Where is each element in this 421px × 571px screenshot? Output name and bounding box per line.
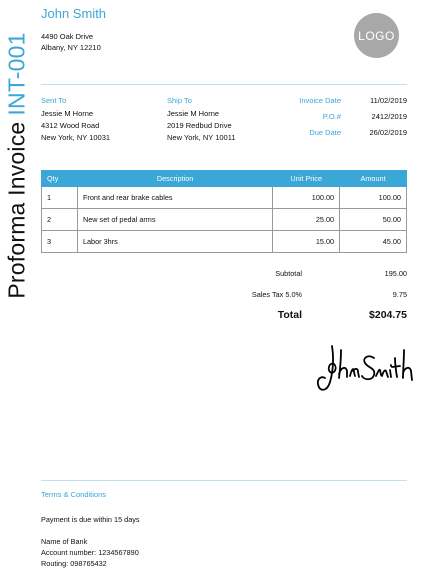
- total-label: Total: [277, 309, 302, 321]
- table-row: [42, 187, 407, 209]
- terms-bank-name: Name of Bank: [41, 537, 88, 546]
- invoice-date-value: 11/02/2019: [370, 96, 407, 105]
- table-row: [42, 209, 407, 231]
- row-description: New set of pedal arms: [77, 209, 272, 231]
- sender-name: John Smith: [41, 6, 107, 21]
- line-items-table: [41, 170, 407, 253]
- terms-account-number: Account number: 1234567890: [41, 548, 139, 557]
- ship-to-city: New York, NY 10011: [167, 133, 236, 142]
- ship-to-name: Jessie M Horne: [167, 109, 220, 118]
- sales-tax-value: 9.75: [392, 290, 407, 299]
- ship-to-street: 2019 Redbud Drive: [167, 121, 232, 130]
- logo-placeholder: [354, 13, 399, 58]
- column-header-description: Description: [77, 171, 272, 187]
- terms-divider: [41, 480, 407, 481]
- row-amount: 100.00: [340, 187, 407, 209]
- po-value: 2412/2019: [371, 112, 407, 121]
- sales-tax-label: Sales Tax 5.0%: [251, 290, 302, 299]
- column-header-unit-price: Unit Price: [273, 171, 340, 187]
- sender-address-line1: 4490 Oak Drive: [41, 32, 94, 41]
- due-date-label: Due Date: [309, 128, 341, 137]
- document-title: [0, 0, 34, 330]
- document-number: INT-001: [3, 31, 30, 116]
- row-amount: 45.00: [340, 231, 407, 253]
- row-unit-price: 15.00: [273, 231, 340, 253]
- sent-to-street: 4312 Wood Road: [41, 121, 100, 130]
- table-row: [42, 231, 407, 253]
- terms-payment-line: Payment is due within 15 days: [41, 515, 140, 524]
- row-qty: 2: [42, 209, 78, 231]
- sent-to-city: New York, NY 10031: [41, 133, 111, 142]
- sent-to-heading: Sent To: [41, 96, 67, 105]
- due-date-value: 26/02/2019: [369, 128, 407, 137]
- sent-to-name: Jessie M Horne: [41, 109, 94, 118]
- column-header-amount: Amount: [340, 171, 407, 187]
- terms-heading: Terms & Conditions: [41, 490, 107, 499]
- logo-text: LOGO: [358, 28, 395, 43]
- subtotal-label: Subtotal: [275, 269, 302, 278]
- header-divider: [41, 84, 407, 85]
- row-unit-price: 25.00: [273, 209, 340, 231]
- row-description: Labor 3hrs: [77, 231, 272, 253]
- document-title-prefix: Proforma Invoice: [3, 121, 30, 299]
- table-header-row: [42, 171, 407, 187]
- row-qty: 3: [42, 231, 78, 253]
- row-qty: 1: [42, 187, 78, 209]
- subtotal-value: 195.00: [384, 269, 407, 278]
- row-description: Front and rear brake cables: [77, 187, 272, 209]
- row-amount: 50.00: [340, 209, 407, 231]
- row-unit-price: 100.00: [273, 187, 340, 209]
- ship-to-heading: Ship To: [167, 96, 192, 105]
- po-label: P.O.#: [322, 112, 341, 121]
- total-value: $204.75: [369, 309, 407, 321]
- sender-address-line2: Albany, NY 12210: [41, 43, 101, 52]
- signature-image: [316, 340, 416, 396]
- terms-routing-number: Routing: 098765432: [41, 559, 107, 568]
- invoice-date-label: Invoice Date: [299, 96, 341, 105]
- column-header-qty: Qty: [42, 171, 78, 187]
